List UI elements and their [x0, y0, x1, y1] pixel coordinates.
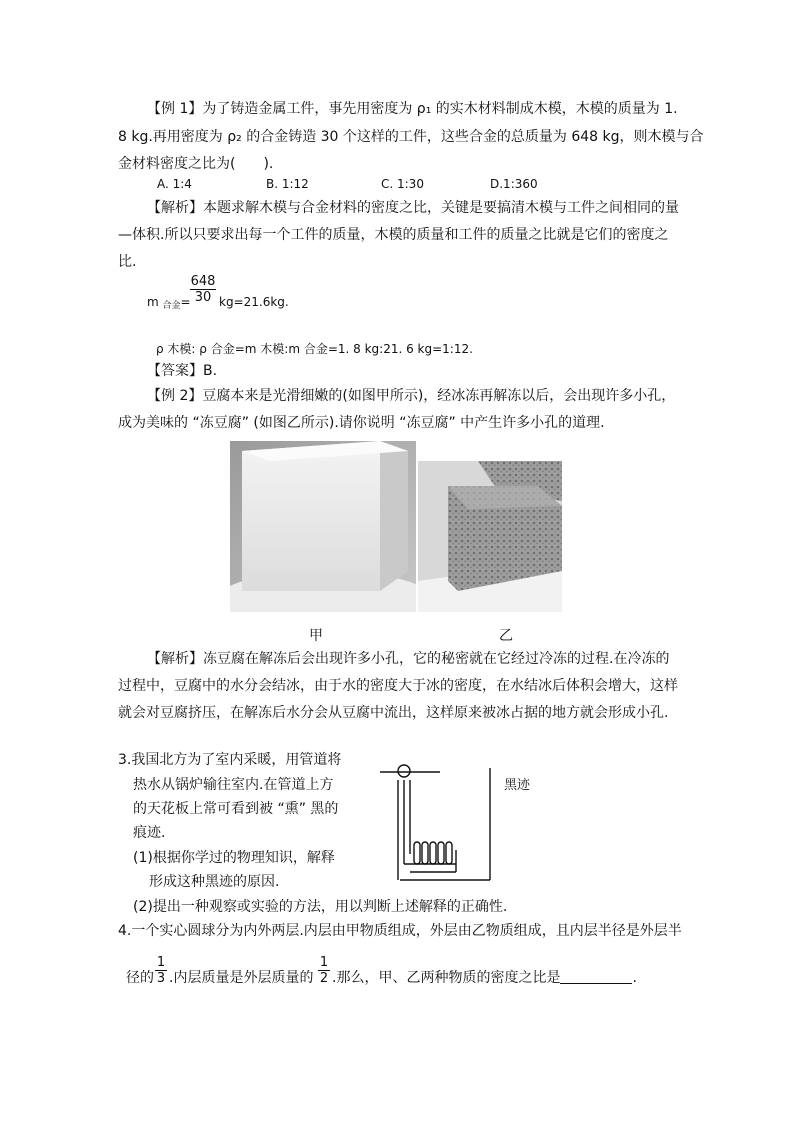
q3-line1: 3.我国北方为了室内采暖，用管道将	[118, 752, 342, 768]
analysis2-line3: 就会对豆腐挤压，在解冻后水分会从豆腐中流出，这样原来被冰占据的地方就会形成小孔.	[118, 705, 669, 721]
q4-fraction-2	[318, 955, 330, 986]
q4-fraction-1-denominator: 3	[156, 971, 166, 986]
q4-fraction-2-denominator: 2	[319, 971, 329, 986]
example2-line1: 【例 2】豆腐本来是光滑细嫩的(如图甲所示)，经冰冻再解冻以后，会出现许多小孔，	[147, 388, 676, 404]
formula1-numerator: 648	[190, 274, 216, 289]
example1-line2: 8 kg.再用密度为 ρ₂ 的合金铸造 30 个这样的工件，这些合金的总质量为 648 kg，则木模与合	[118, 129, 704, 145]
q3-line5: (1)根据你学过的物理知识，解释	[133, 850, 335, 866]
q4-line2-c: .那么，甲、乙两种物质的密度之比是 .	[332, 970, 637, 986]
analysis2-line2: 过程中，豆腐中的水分会结冰，由于水的密度大于冰的密度，在水结冰后体积会增大，这样	[118, 678, 678, 694]
caption-yi: 乙	[499, 628, 513, 644]
formula1-fraction	[190, 274, 216, 305]
example1-line3: 金材料密度之比为( ).	[118, 156, 274, 172]
analysis1-line3: 比.	[118, 254, 137, 270]
option-a: A. 1:4	[157, 177, 192, 191]
formula1-lhs: m $_{合金}$=	[147, 295, 191, 311]
diagram-label-black-mark: 黑迹	[504, 778, 531, 793]
answer1: 【答案】B.	[147, 363, 218, 379]
q4-line1: 4.一个实心圆球分为内外两层.内层由甲物质组成，外层由乙物质组成，且内层半径是外层半	[118, 923, 682, 939]
q4-fraction-1-numerator: 1	[156, 955, 166, 970]
formula1-denominator: 30	[190, 289, 216, 305]
example2-line2: 成为美味的 “冻豆腐” (如图乙所示).请你说明 “冻豆腐” 中产生许多小孔的道理.	[118, 415, 605, 431]
q4-fraction-1	[155, 955, 167, 986]
option-c: C. 1:30	[381, 177, 424, 191]
analysis1-line1: 【解析】本题求解木模与合金材料的密度之比，关键是要搞清木模与工件之间相同的量	[147, 200, 679, 216]
formula1-rhs: kg=21.6kg.	[219, 295, 289, 309]
analysis2-line1: 【解析】冻豆腐在解冻后会出现许多小孔，它的秘密就在它经过冷冻的过程.在冷冻的	[147, 651, 670, 667]
q3-line6: 形成这种黑迹的原因.	[149, 874, 280, 890]
answer-blank[interactable]	[560, 969, 632, 984]
q4-fraction-2-numerator: 1	[319, 955, 329, 970]
caption-jia: 甲	[309, 628, 323, 644]
smooth-tofu-photo	[230, 441, 416, 612]
q3-line2: 热水从锅炉输往室内.在管道上方	[133, 777, 334, 793]
option-b: B. 1:12	[266, 177, 309, 191]
frozen-tofu-photo	[418, 461, 562, 612]
q3-line4: 痕迹.	[133, 825, 166, 841]
analysis1-line2: —体积.所以只要求出每一个工件的质量，木模的质量和工件的质量之比就是它们的密度之	[118, 227, 669, 243]
option-d: D.1:360	[490, 177, 538, 191]
example1-line1: 【例 1】为了铸造金属工件，事先用密度为 ρ₁ 的实木材料制成木模，木模的质量为 1.	[147, 101, 678, 117]
q4-line2-a: 径的	[126, 970, 154, 986]
q4-line2-b: .内层质量是外层质量的	[169, 970, 314, 986]
q3-line7: (2)提出一种观察或实验的方法，用以判断上述解释的正确性.	[133, 899, 508, 915]
q3-line3: 的天花板上常可看到被 “熏” 黑的	[133, 801, 339, 817]
formula2: ρ 木模: ρ 合金=m 木模:m 合金=1. 8 kg:21. 6 kg=1:12.	[156, 342, 473, 356]
